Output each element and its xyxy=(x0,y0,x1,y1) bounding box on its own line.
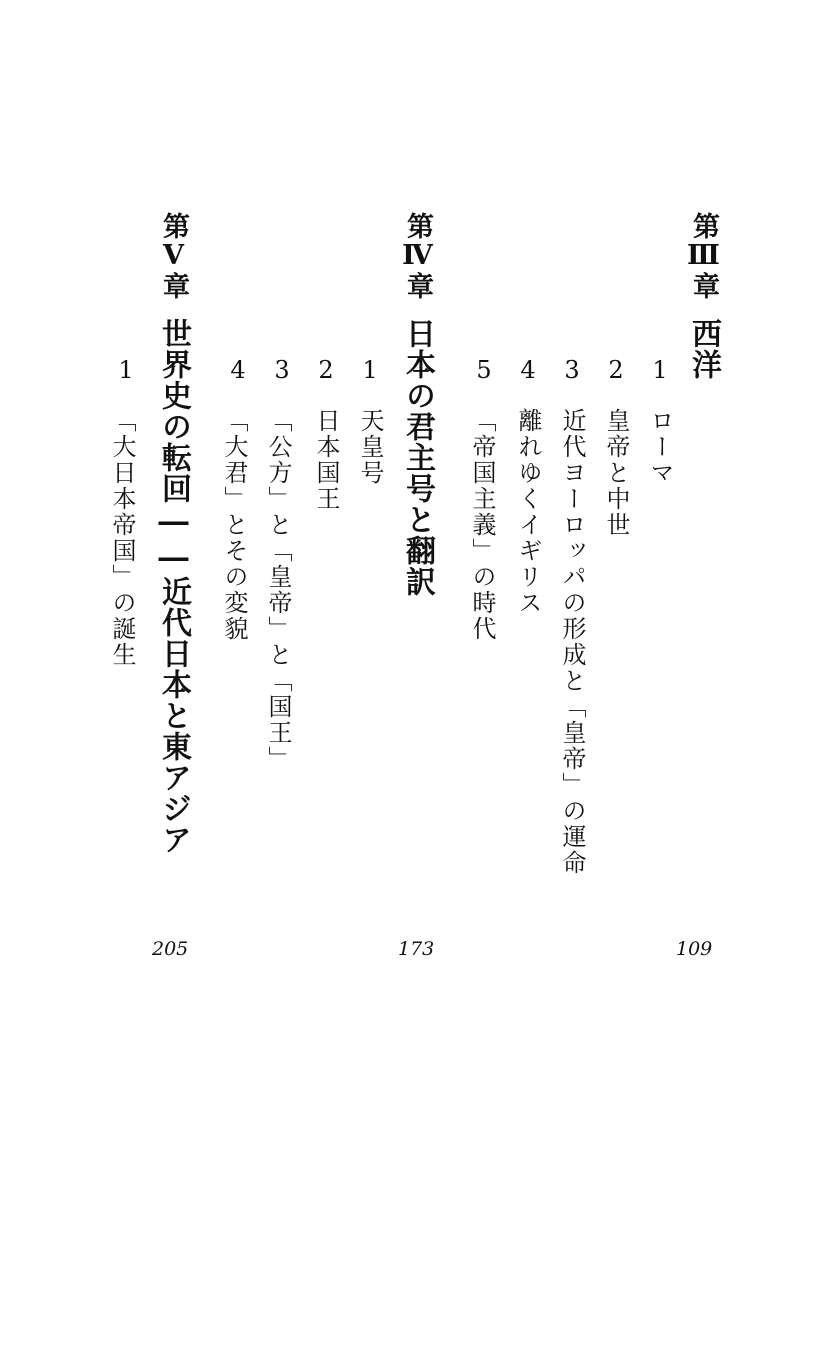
section-number: 5 xyxy=(470,356,498,384)
section-title: 「帝国主義」の時代 xyxy=(468,408,496,642)
section-title: 皇帝と中世 xyxy=(602,408,630,538)
section-title: 「公方」と「皇帝」と「国王」 xyxy=(264,408,292,772)
chapter-label: 第Ⅴ章 xyxy=(158,212,189,300)
section-title: ローマ xyxy=(646,408,674,486)
section-title: 「大君」とその変貌 xyxy=(220,408,248,642)
section-number: 1 xyxy=(112,356,140,384)
section-title: 近代ヨーロッパの形成と「皇帝」の運命 xyxy=(558,408,586,876)
section-number: 3 xyxy=(558,356,586,384)
section-number: 2 xyxy=(312,356,340,384)
page-number: 205 xyxy=(152,938,189,960)
section-number: 1 xyxy=(646,356,674,384)
section-number: 4 xyxy=(514,356,542,384)
section-title: 日本国王 xyxy=(312,408,340,512)
chapter-label: 第Ⅳ章 xyxy=(402,212,433,300)
section-title: 天皇号 xyxy=(356,408,384,486)
chapter-title: 世界史の転回――近代日本と東アジア xyxy=(156,318,191,855)
page-number: 109 xyxy=(676,938,713,960)
chapter-title: 西洋 xyxy=(686,318,721,380)
section-title: 離れゆくイギリス xyxy=(514,408,542,616)
chapter-title: 日本の君主号と翻訳 xyxy=(400,318,435,597)
page-number: 173 xyxy=(398,938,435,960)
section-number: 4 xyxy=(224,356,252,384)
chapter-label: 第Ⅲ章 xyxy=(688,212,719,300)
section-number: 3 xyxy=(268,356,296,384)
section-title: 「大日本帝国」の誕生 xyxy=(108,408,136,668)
section-number: 2 xyxy=(602,356,630,384)
section-number: 1 xyxy=(356,356,384,384)
